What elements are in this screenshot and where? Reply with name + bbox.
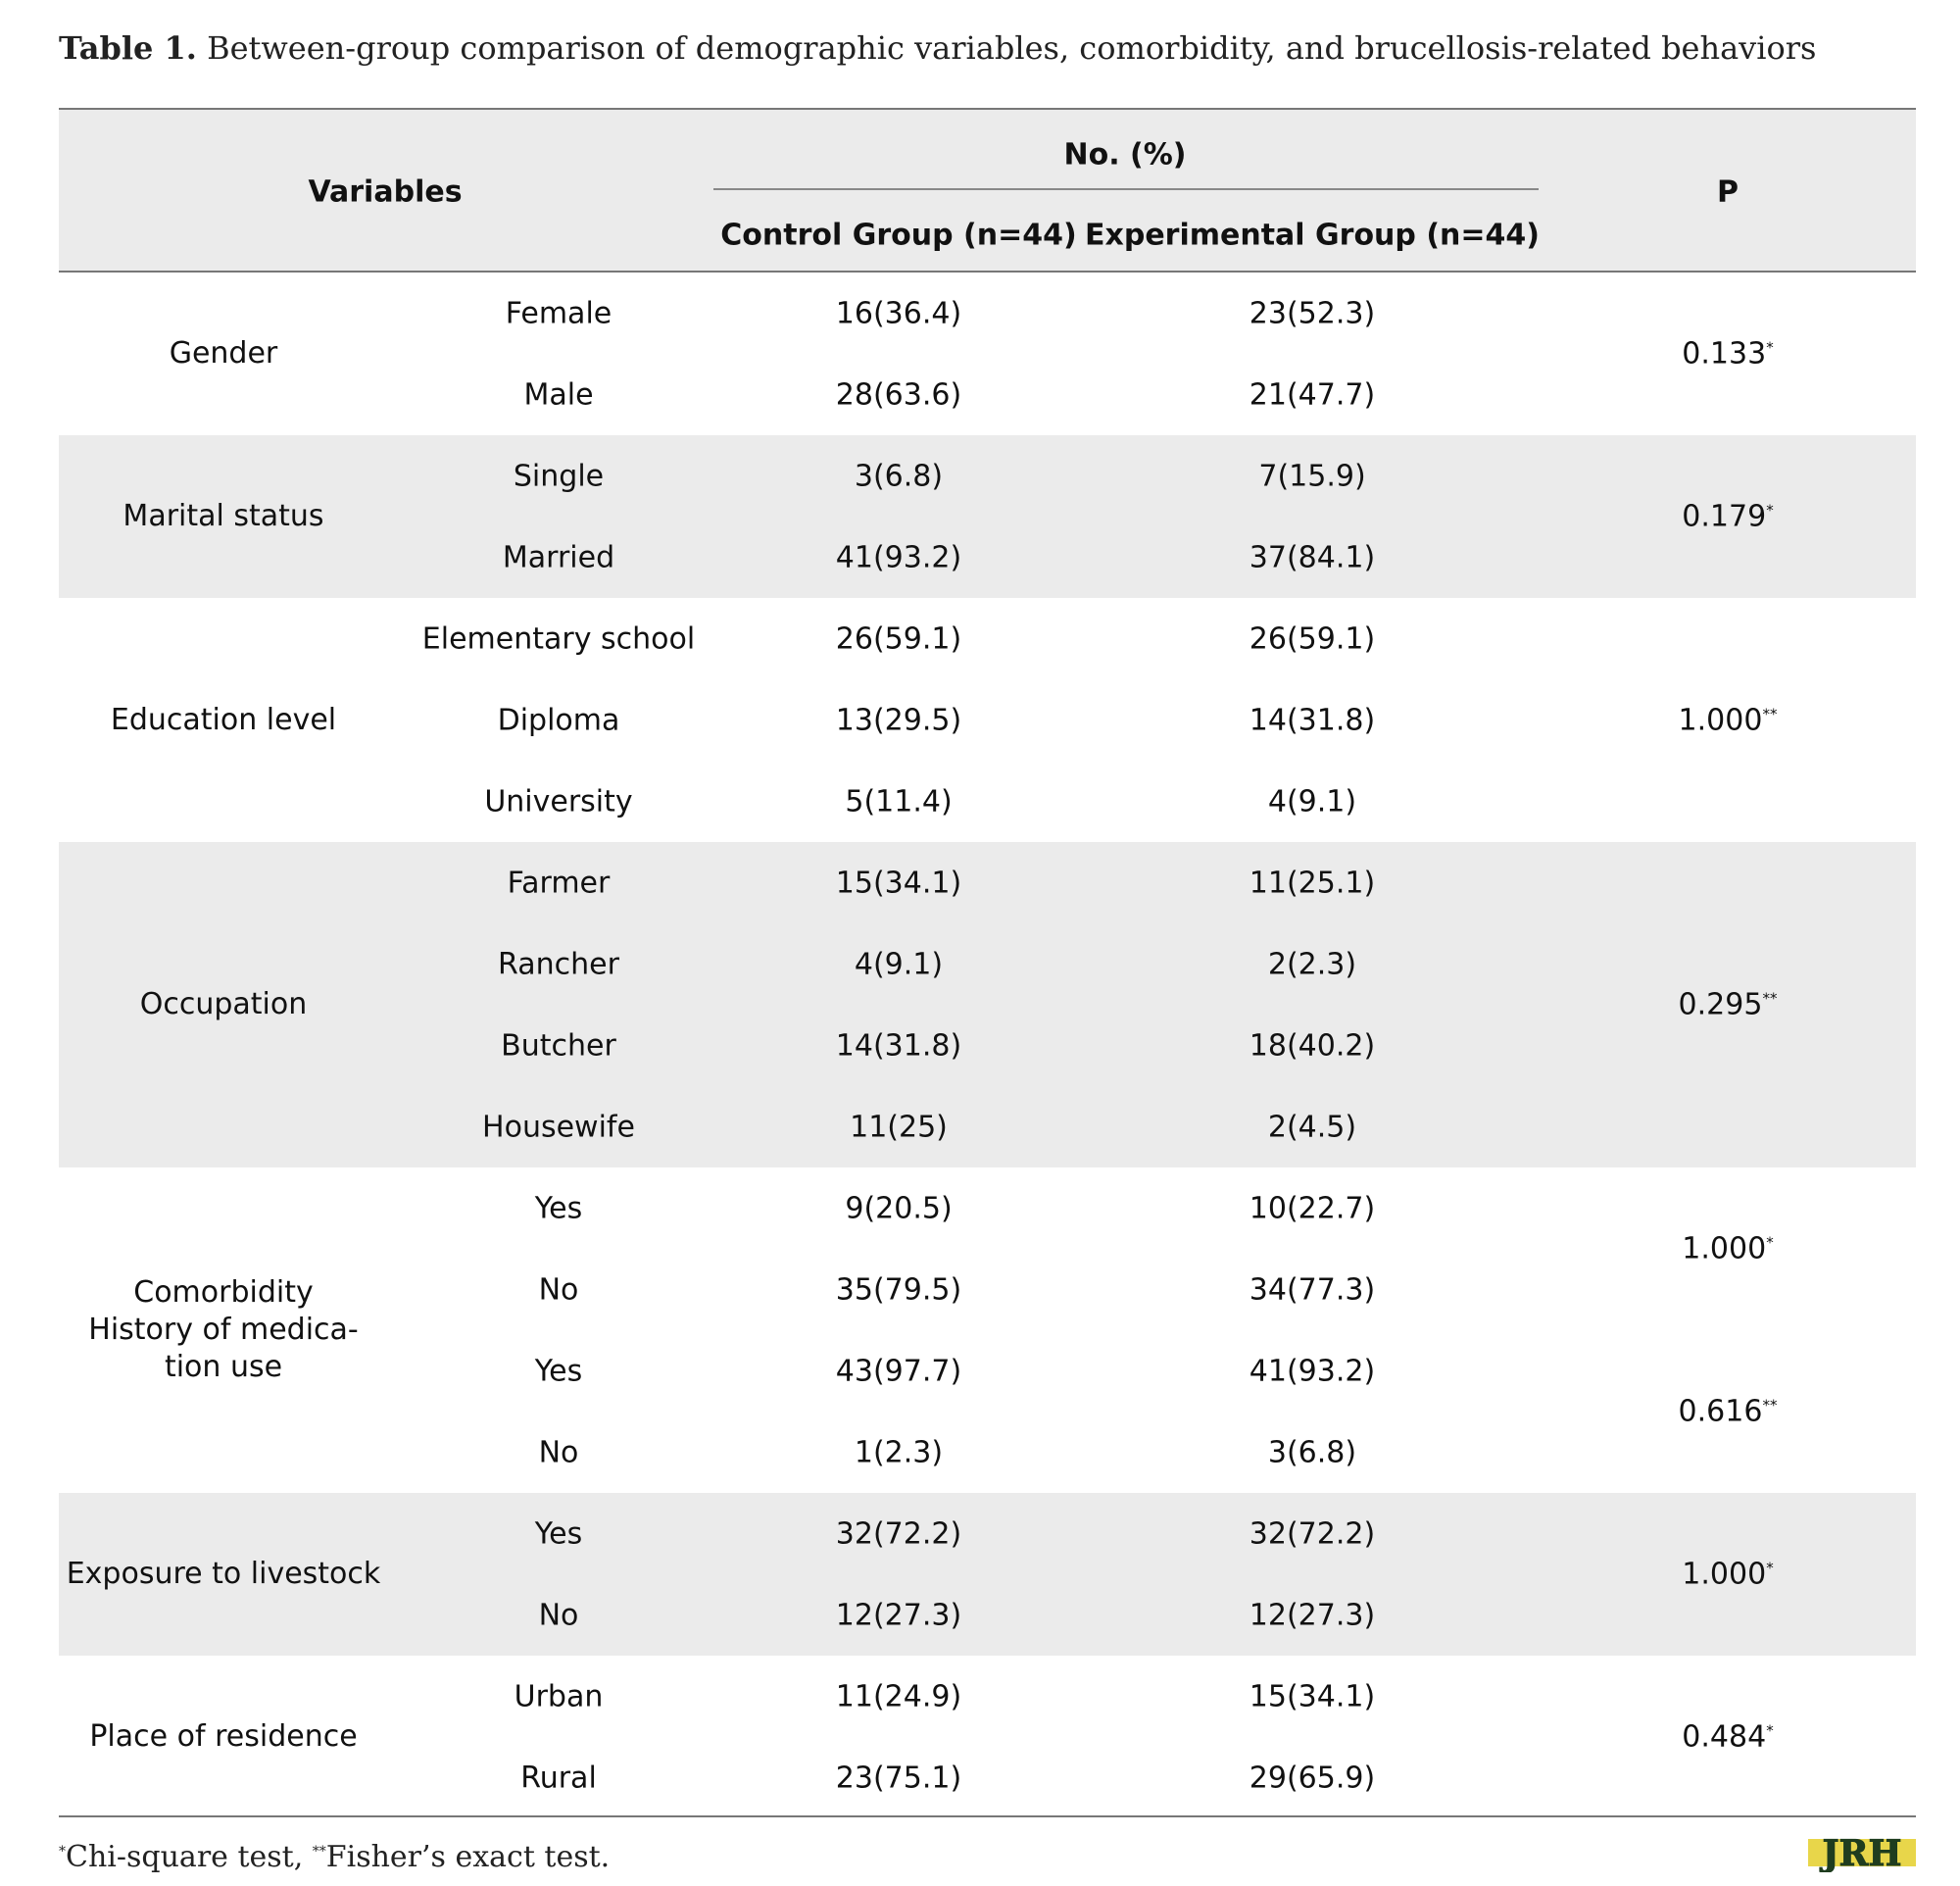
- category-cell: Yes: [534, 1354, 583, 1388]
- p-value: 0.484: [1682, 1719, 1767, 1755]
- experimental-cell: 26(59.1): [1249, 621, 1376, 656]
- row-group: [59, 1493, 1916, 1656]
- p-value-cell: [1682, 1232, 1773, 1266]
- experimental-cell: 21(47.7): [1249, 377, 1376, 412]
- table-label: Table 1.: [59, 29, 197, 67]
- journal-logo: [1808, 1833, 1916, 1872]
- p-value: 1.000: [1678, 703, 1763, 737]
- variable-label: Place of residence: [89, 1719, 358, 1754]
- row-group: [59, 435, 1916, 598]
- table-caption: [59, 29, 1816, 67]
- control-cell: 1(2.3): [854, 1435, 944, 1469]
- p-value-test-mark: *: [1766, 338, 1774, 357]
- experimental-cell: 34(77.3): [1249, 1272, 1376, 1307]
- experimental-cell: 18(40.2): [1249, 1028, 1376, 1063]
- table-footnote: [59, 1840, 610, 1874]
- experimental-cell: 2(4.5): [1267, 1110, 1357, 1144]
- header-variables: Variables: [308, 174, 463, 210]
- footnote-mark-2: **: [312, 1844, 326, 1860]
- table-bottom-rule: [59, 1815, 1916, 1817]
- variable-label: Comorbidity History of medica- tion use: [88, 1275, 359, 1384]
- control-cell: 35(79.5): [835, 1272, 962, 1307]
- header-no-percent: No. (%): [1063, 137, 1187, 173]
- row-group: [59, 598, 1916, 842]
- experimental-cell: 15(34.1): [1249, 1679, 1376, 1713]
- header-experimental-group: Experimental Group (n=44): [1085, 218, 1540, 253]
- category-cell: Elementary school: [421, 621, 696, 656]
- control-cell: 3(6.8): [854, 459, 944, 493]
- control-cell: 16(36.4): [835, 296, 962, 330]
- category-cell: Yes: [534, 1191, 583, 1225]
- category-cell: No: [538, 1272, 579, 1307]
- p-value-cell: [1682, 500, 1773, 534]
- header-control-group: Control Group (n=44): [720, 218, 1077, 253]
- category-cell: Butcher: [501, 1028, 616, 1063]
- control-cell: 11(25): [850, 1110, 948, 1144]
- experimental-cell: 23(52.3): [1249, 296, 1376, 330]
- experimental-cell: 11(25.1): [1249, 866, 1376, 900]
- row-group: [59, 1167, 1916, 1493]
- variable-label: Occupation: [139, 987, 308, 1021]
- control-cell: 28(63.6): [835, 377, 962, 412]
- row-group: [59, 273, 1916, 435]
- p-value-test-mark: **: [1762, 705, 1778, 722]
- p-value-cell: [1682, 337, 1773, 372]
- category-cell: Yes: [534, 1516, 583, 1551]
- experimental-cell: 4(9.1): [1267, 784, 1357, 819]
- variable-label: Education level: [110, 702, 337, 737]
- variable-label: Marital status: [122, 499, 324, 533]
- category-cell: University: [484, 784, 633, 819]
- control-cell: 26(59.1): [835, 621, 962, 656]
- footnote-mark-1: *: [59, 1844, 66, 1860]
- category-cell: Married: [502, 540, 615, 574]
- control-cell: 43(97.7): [835, 1354, 962, 1388]
- category-cell: Diploma: [497, 703, 620, 737]
- category-cell: Single: [513, 459, 605, 493]
- control-cell: 4(9.1): [854, 947, 944, 981]
- table-title: Between-group comparison of demographic variables, comorbidity, and brucellosis-related behaviors: [207, 29, 1817, 67]
- p-value-test-mark: **: [1762, 989, 1778, 1008]
- control-cell: 12(27.3): [835, 1598, 962, 1632]
- category-cell: Rural: [520, 1761, 597, 1795]
- control-cell: 14(31.8): [835, 1028, 962, 1063]
- row-group: [59, 1656, 1916, 1818]
- control-cell: 32(72.2): [835, 1516, 962, 1551]
- experimental-cell: 32(72.2): [1249, 1516, 1376, 1551]
- header-subrule: [713, 188, 1539, 190]
- control-cell: 11(24.9): [835, 1679, 962, 1713]
- experimental-cell: 10(22.7): [1249, 1191, 1376, 1225]
- footnote-text-2: Fisher’s exact test.: [325, 1840, 611, 1874]
- experimental-cell: 29(65.9): [1249, 1761, 1376, 1795]
- p-value-cell: [1682, 1720, 1773, 1755]
- category-cell: No: [538, 1435, 579, 1469]
- journal-logo-text: JRH: [1822, 1833, 1902, 1872]
- row-group: [59, 842, 1916, 1167]
- control-cell: 41(93.2): [835, 540, 962, 574]
- header-p-value: P: [1717, 174, 1739, 210]
- p-value-cell: [1679, 988, 1778, 1022]
- experimental-cell: 2(2.3): [1267, 947, 1357, 981]
- p-value: 1.000: [1682, 1231, 1767, 1266]
- experimental-cell: 3(6.8): [1267, 1435, 1357, 1469]
- footnote-text-1: Chi-square test,: [66, 1840, 313, 1874]
- p-value: 0.295: [1678, 987, 1763, 1022]
- p-value-cell: [1682, 1558, 1773, 1592]
- p-value: 0.133: [1682, 336, 1767, 372]
- experimental-cell: 7(15.9): [1258, 459, 1366, 493]
- category-cell: Housewife: [482, 1110, 635, 1144]
- p-value-cell: [1679, 703, 1778, 737]
- p-value-test-mark: *: [1766, 1721, 1774, 1740]
- control-cell: 13(29.5): [835, 703, 962, 737]
- experimental-cell: 37(84.1): [1249, 540, 1376, 574]
- p-value: 1.000: [1682, 1557, 1767, 1592]
- category-cell: Farmer: [507, 866, 611, 900]
- p-value: 0.616: [1678, 1394, 1763, 1429]
- control-cell: 15(34.1): [835, 866, 962, 900]
- p-value-cell: [1679, 1395, 1778, 1429]
- category-cell: Rancher: [498, 947, 619, 981]
- experimental-cell: 12(27.3): [1249, 1598, 1376, 1632]
- p-value-test-mark: *: [1766, 1233, 1774, 1252]
- variable-label: Exposure to livestock: [66, 1557, 381, 1591]
- variable-label: Gender: [169, 336, 278, 371]
- table-header: [59, 110, 1916, 273]
- p-value: 0.179: [1682, 499, 1767, 534]
- category-cell: No: [538, 1598, 579, 1632]
- experimental-cell: 14(31.8): [1249, 703, 1376, 737]
- category-cell: Female: [505, 296, 612, 330]
- p-value-test-mark: **: [1762, 1396, 1778, 1414]
- control-cell: 5(11.4): [845, 784, 953, 819]
- control-cell: 23(75.1): [835, 1761, 962, 1795]
- category-cell: Urban: [514, 1679, 604, 1713]
- experimental-cell: 41(93.2): [1249, 1354, 1376, 1388]
- control-cell: 9(20.5): [845, 1191, 953, 1225]
- p-value-test-mark: *: [1766, 1559, 1774, 1577]
- category-cell: Male: [523, 377, 594, 412]
- p-value-test-mark: *: [1766, 501, 1774, 520]
